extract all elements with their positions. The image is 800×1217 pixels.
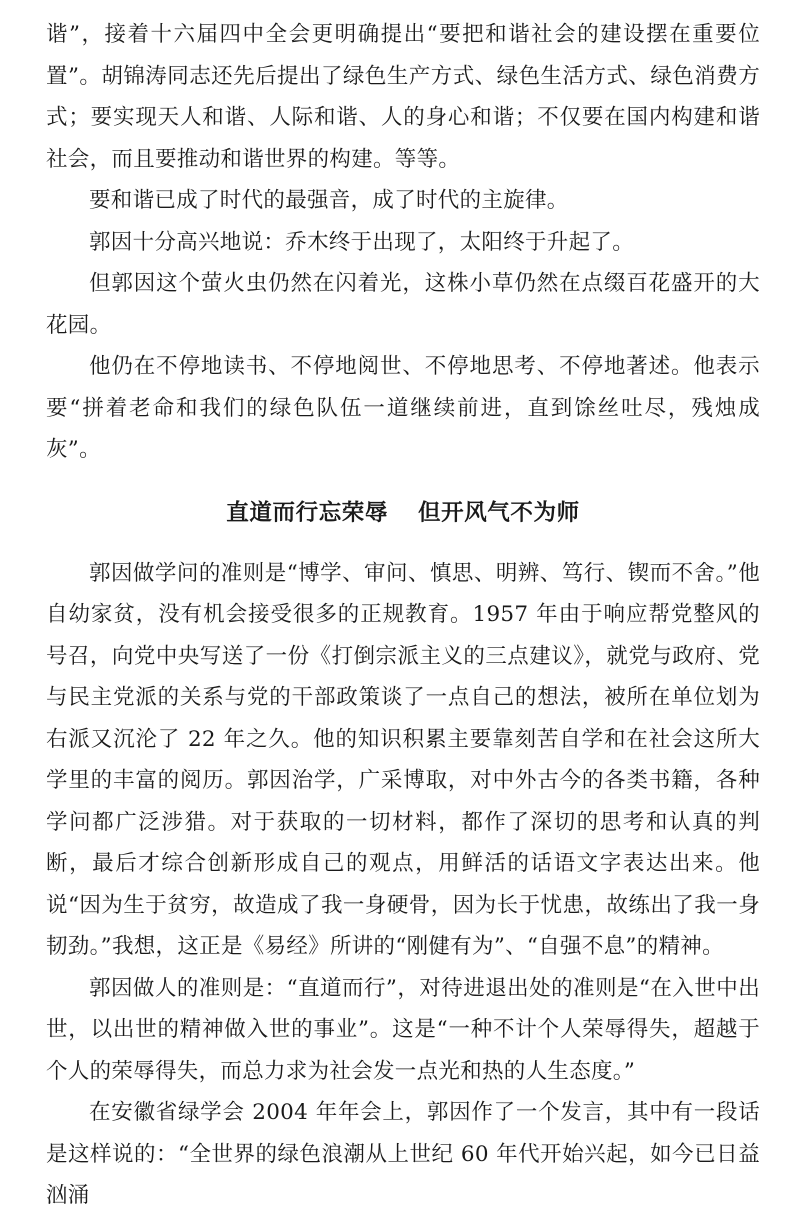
paragraph: 要和谐已成了时代的最强音，成了时代的主旋律。	[89, 188, 569, 213]
paragraph: 郭因十分高兴地说：乔木终于出现了，太阳终于升起了。	[89, 229, 635, 255]
paragraph: 郭因做学问的准则是“博学、审问、慎思、明辨、笃行、锲而不舍。”他自幼家贫，没有机会接受很多的正规教育。1957 年由于响应帮党整风的号召，向党中央写送了一份《打倒宗派主义的三点建议》，就党与政府、党与民主党派的关系与党的干部政策谈了一点自己的想法，被所在单位划为右派又沉沦了 22 年之久。他的知识积累主要靠刻苦自学和在社会这所大学里的丰富的阅历。郭因治学，广采博取，对中外古今的各类书籍，各种学问都广泛涉猎。对于获取的一切材料，都作了深切的思考和认真的判断，最后才综合创新形成自己的观点，用鲜活的话语文字表达出来。他说“因为生于贫穷，故造成了我一身硬骨，因为长于忧患，故练出了我一身韧劲。”我想，这正是《易经》所讲的“刚健有为”、“自强不息”的精神。	[46, 560, 760, 959]
paragraph: 但郭因这个萤火虫仍然在闪着光，这株小草仍然在点缀百花盛开的大花园。	[46, 271, 760, 338]
paragraph: 他仍在不停地读书、不停地阅世、不停地思考、不停地著述。他表示要“拼着老命和我们的绿色队伍一道继续前进，直到馀丝吐尽，残烛成灰”。	[46, 354, 760, 462]
section-heading-part2: 但开风气不为师	[418, 499, 580, 526]
section-heading	[46, 493, 760, 533]
section-heading-part1: 直道而行忘荣辱	[226, 499, 388, 526]
paragraph: 郭因做人的准则是：“直道而行”，对待进退出处的准则是“在入世中出世，以出世的精神做入世的事业”。这是“一种不计个人荣辱得失，超越于个人的荣辱得失，而总力求为社会发一点光和热的人生态度。”	[46, 975, 760, 1084]
paragraph: 在安徽省绿学会 2004 年年会上，郭因作了一个发言，其中有一段话是这样说的：“全世界的绿色浪潮从上世纪 60 年代开始兴起，如今已日益汹涌	[46, 1100, 760, 1208]
paragraph-continued: 谐”，接着十六届四中全会更明确提出“要把和谐社会的建设摆在重要位置”。胡锦涛同志还先后提出了绿色生产方式、绿色生活方式、绿色消费方式；要实现天人和谐、人际和谐、人的身心和谐；不仅要在国内构建和谐社会，而且要推动和谐世界的构建。等等。	[46, 22, 760, 172]
